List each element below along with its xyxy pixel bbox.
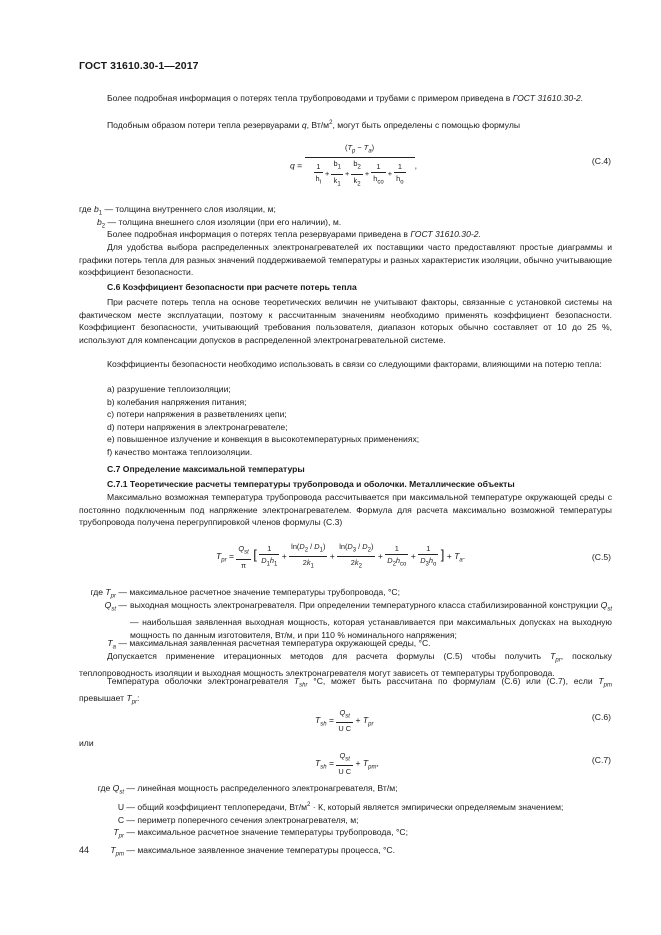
section-c6-title: С.6 Коэффициент безопасности при расчете потерь тепла [107, 282, 357, 292]
definition-ta: $T_a$ — максимальная заявленная расчетная температура окружающей среды, °С. [107, 638, 431, 651]
definition-b1: где $b_1$ — толщина внутреннего слоя изоляции, м; [79, 204, 276, 217]
list-item: c) потери напряжения в разветвлениях цепи; [107, 409, 287, 420]
paragraph-2: Подобным образом потери тепла резервуарами q, $Вт/м^2$, могут быть определены с помощью формулы [107, 119, 521, 130]
paragraph-iterative: Допускается применение итерационных методов для расчета формулы (С.5) чтобы получить $T_{pr}$, поскольку теплопроводность изоляции и выходная мощность электронагревателя могут зависеть от температуры трубопровода. [79, 651, 612, 679]
formula-c5: $T_{pr}$ = $\frac{Q_{st}}{\pi}$ [ $\frac{1}{D_1h_1}$ + $\frac{\ln(D_2 / D_1)}{2k_1}$ + $\frac{\ln(D_3 / D_2)}{2k_2}$ + $\frac{1}{D_2h_{co}}$ + $\frac{1}{D_3h_o}$ ] + $T_a$. [216, 542, 466, 570]
section-c6-paragraph-1: При расчете потерь тепла на основе теоретических величин не учитывают факторы, связанные с установкой системы на фактическом месте эксплуатации, поэтому к рассчитанным значениям необходимо применять коэффициент безопасности. Коэффициент безопасности, учитывающий требования пользователя, диапазон которых обычно составляет от 10 до 25 %, используют для компенсации допусков в распределенной электронагревательной системе. [79, 297, 612, 345]
definition-tpr-c7: $T_{pr}$ — максимальное расчетное значение температуры трубопровода, °С; [113, 827, 408, 841]
paragraph-sheath: Температура оболочки электронагревателя $T_{shr}$ °С, может быть рассчитана по формулам (С.6) или (С.7), если $T_{pm}$ превышает $T_{pr}$: [79, 676, 612, 707]
formula-c7: $T_{sh}$ = $\frac{Q_{st}}{\text{U C}}$ + $T_{pm}$, [315, 751, 379, 777]
definition-tpm: $T_{pm}$ — максимальное заявленное значение температуры процесса, °С. [110, 844, 396, 858]
list-item: b) колебания напряжения питания; [107, 396, 247, 407]
list-item: f) качество монтажа теплоизоляции. [107, 446, 253, 457]
section-c71-title: С.7.1 Теоретические расчеты температуры трубопровода и оболочки. Металлические объекты [107, 479, 515, 489]
equation-number-c5: (С.5) [591, 552, 611, 562]
definition-qst-c7: где $Q_{st}$ — линейная мощность распределенного электронагревателя, Вт/м; [97, 783, 398, 796]
list-item: e) повышенное излучение и конвекция в высокотемпературных применениях; [107, 434, 420, 445]
definitions-c7 [79, 782, 612, 861]
section-c7-title: С.7 Определение максимальной температуры [107, 464, 305, 474]
definition-qst: $Q_{st}$ — выходная мощность электронагревателя. При определении температурного класса стабилизированной конструкции $Q_{st}$ — наибольшая заявленная выходная мощность, которая устанавливается при максимальных допусках на выходную мощность по данным изготовителя, Вт/м, и при 110 % номинального напряжения; [104, 600, 612, 640]
equation-number-c4: (С.4) [591, 156, 611, 166]
factors-list [107, 383, 419, 459]
equation-number-c6: (С.6) [591, 712, 611, 722]
section-c6-paragraph-2: Коэффициенты безопасности необходимо использовать в связи со следующими факторами, влияющими на потерю тепла: [107, 359, 602, 369]
equation-number-c7: (С.7) [591, 755, 611, 765]
paragraph-3: Более подробная информация о потерях тепла резервуарами приведена в ГОСТ 31610.30-2. [107, 229, 481, 239]
list-item: d) потери напряжения в электронагревателе; [107, 421, 288, 432]
list-item: a) разрушение теплоизоляции; [107, 384, 231, 394]
text-or: или [79, 738, 94, 748]
formula-c4: q = $(T_p - T_a)$ $\frac{1}{h_i}$ + $\frac{b_1}{k_1}$ + $\frac{b_2}{k_2}$ + $\frac{1}{h_{co}}$ + $\frac{1}{h_o}$ , [290, 143, 417, 188]
section-c71-paragraph: Максимально возможная температура трубопровода рассчитывается при максимальной температуре окружающей среды с постоянно подключенным под напряжение электронагревателем. Формула для расчета максимально возможной температуры трубопровода получена перегруппировкой членов формулы (С.3) [79, 492, 612, 528]
standard-header: ГОСТ 31610.30-1—2017 [79, 60, 199, 72]
definition-b2: $b_2$ — толщина внешнего слоя изоляции (при его наличии), м. [97, 217, 342, 230]
paragraph-1: Более подробная информация о потерях тепла трубопроводами и трубами с примером приведена в ГОСТ 31610.30-2. [107, 93, 584, 103]
paragraph-4: Для удобства выбора распределенных электронагревателей их поставщики часто предоставляют простые диаграммы и графики потерь тепла для разных значений поддерживаемой температуры и разных характеристик изоляции, обычно учитывающие коэффициент безопасности. [79, 242, 612, 278]
definition-tpr: где $T_{pr}$ — максимальное расчетное значение температуры трубопровода, °С; [90, 587, 400, 600]
definition-u: U — общий коэффициент теплопередачи, $Вт/м^2 \cdot К$, который является эмпирически определяемым значением; [117, 802, 564, 813]
page-number: 44 [79, 845, 90, 855]
definition-c: C — периметр поперечного сечения электронагревателя, м; [117, 814, 359, 825]
formula-c6: $T_{sh}$ = $\frac{Q_{st}}{\text{U C}}$ + $T_{pr}$ [315, 708, 374, 734]
